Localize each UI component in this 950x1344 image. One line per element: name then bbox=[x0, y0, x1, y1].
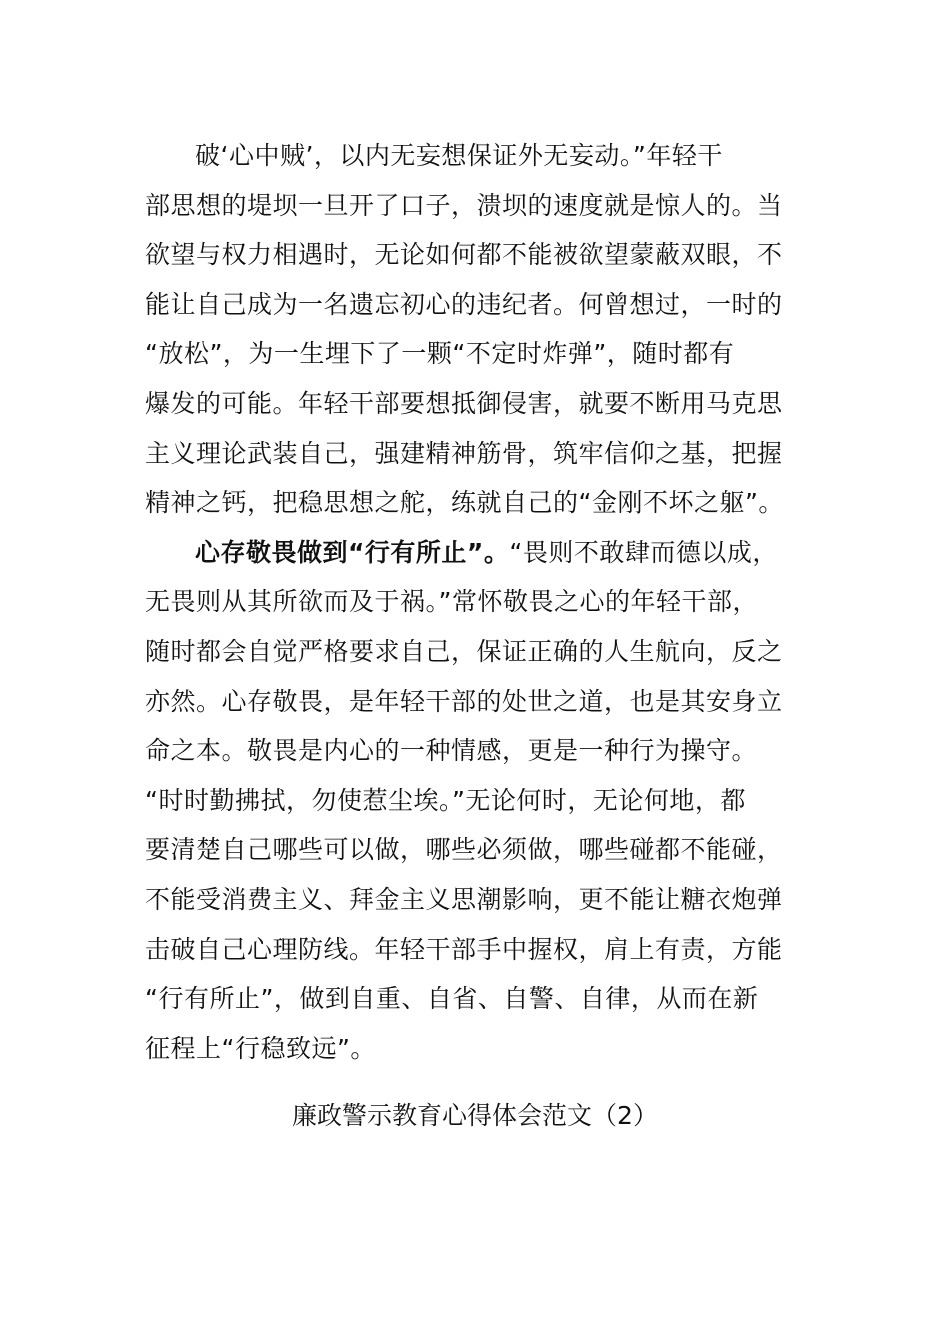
paragraph-line: 要清楚自己哪些可以做，哪些必须做，哪些碰都不能碰， bbox=[145, 835, 783, 865]
paragraph-line: 命之本。敬畏是内心的一种情感，更是一种行为操守。 bbox=[145, 736, 758, 766]
paragraph-line: 征程上“行稳致远”。 bbox=[145, 1033, 376, 1063]
paragraph-line: 无畏则从其所欲而及于祸。”常怀敬畏之心的年轻干部， bbox=[145, 587, 758, 617]
bold-lead-text: 心存敬畏做到“行有所止”。 bbox=[195, 537, 510, 567]
paragraph-line: 精神之钙，把稳思想之舵，练就自己的“金刚不坏之躯”。 bbox=[145, 488, 784, 518]
lead-line-rest: “畏则不敢肆而德以成， bbox=[509, 537, 778, 567]
paragraph-line: 亦然。心存敬畏，是年轻干部的处世之道，也是其安身立 bbox=[145, 686, 783, 716]
paragraph-line: 部思想的堤坝一旦开了口子，溃坝的速度就是惊人的。当 bbox=[145, 190, 783, 220]
paragraph-line: “时时勤拂拭，勿使惹尘埃。”无论何时，无论何地，都 bbox=[145, 785, 746, 815]
paragraph-first-line bbox=[145, 528, 805, 578]
paragraph-line: 随时都会自觉严格要求自己，保证正确的人生航向，反之 bbox=[145, 636, 783, 666]
paragraph-line: “放松”，为一生埋下了一颗“不定时炸弹”，随时都有 bbox=[145, 339, 735, 369]
paragraph-line: 破‘心中贼’，以内无妄想保证外无妄动。”年轻干 bbox=[195, 141, 723, 170]
section-heading: 廉政警示教育心得体会范文（2） bbox=[292, 1101, 658, 1130]
paragraph-line: 主义理论武装自己，强建精神筋骨，筑牢信仰之基，把握 bbox=[145, 438, 783, 468]
paragraph-line: 欲望与权力相遇时，无论如何都不能被欲望蒙蔽双眼，不 bbox=[145, 240, 783, 270]
paragraph-line: 能让自己成为一名遗忘初心的违纪者。何曾想过，一时的 bbox=[145, 289, 783, 319]
paragraph-line: “行有所止”，做到自重、自省、自警、自律，从而在新 bbox=[145, 984, 759, 1014]
body-text bbox=[145, 131, 805, 1073]
paragraph-line: 不能受消费主义、拜金主义思潮影响，更不能让糖衣炮弹 bbox=[145, 884, 783, 914]
paragraph-line: 爆发的可能。年轻干部要想抵御侵害，就要不断用马克思 bbox=[145, 388, 783, 418]
paragraph-line: 击破自己心理防线。年轻干部手中握权，肩上有责，方能 bbox=[145, 934, 783, 964]
